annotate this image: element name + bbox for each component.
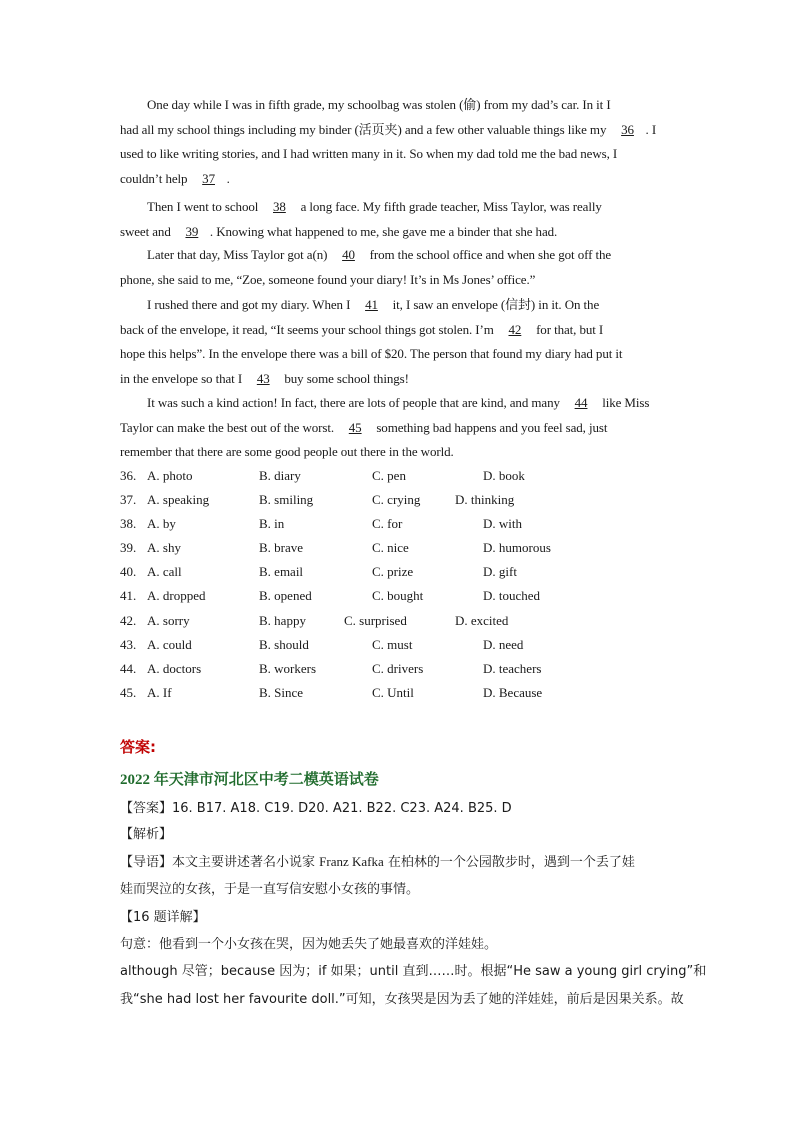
guide-text-line-1: 【导语】本文主要讲述著名小说家 Franz Kafka 在柏林的一个公园散步时，遇到一个丢了娃 [120,854,635,870]
option-row-38 [120,516,680,540]
question-number: 41. [120,588,137,604]
option-d: D. excited [455,612,509,628]
question-number: 40. [120,564,137,580]
option-b: B. smiling [259,492,314,508]
question-number: 38. [120,516,137,532]
passage-paragraph-5 [120,391,674,465]
option-a: A. photo [147,468,193,483]
option-row-36 [120,468,680,492]
passage-line: One day while I was in fifth grade, my schoolbag was stolen (偷) from my dad’s car. In it I [147,97,611,112]
answers-heading: 答案: [120,738,156,756]
passage-line: Taylor can make the best out of the worst. 45 something bad happens and you feel sad, just [120,416,674,441]
option-d: D. gift [483,564,517,580]
passage-line: Then I went to school 38 a long face. My fifth grade teacher, Miss Taylor, was really [120,195,674,220]
blank-37: 37 [202,170,215,186]
passage-line: remember that there are some good people out there in the world. [120,444,454,459]
option-c: C. pen [372,468,406,483]
option-row-45 [120,685,680,709]
passage-line: It was such a kind action! In fact, there are lots of people that are kind, and many 44 like Miss [120,391,674,416]
passage-line: in the envelope so that I 43 buy some school things! [120,367,674,392]
option-row-44 [120,661,680,685]
option-b: B. email [259,564,304,580]
option-c: C. nice [372,540,409,556]
option-b: B. happy [259,612,306,628]
passage-line: Later that day, Miss Taylor got a(n) 40 from the school office and when she got off the [120,243,674,268]
question-number: 43. [120,636,137,652]
passage-line: back of the envelope, it read, “It seems your school things got stolen. I’m 42 for that, but I [120,318,674,343]
option-row-41 [120,588,680,612]
option-b: B. in [259,516,285,532]
option-d: D. touched [483,588,541,604]
question-number: 39. [120,540,137,556]
option-d: D. thinking [455,492,515,508]
option-row-40 [120,564,680,588]
passage-line: hope this helps”. In the envelope there was a bill of $20. The person that found my diary had put it [120,346,623,361]
passage-paragraph-3 [120,243,674,292]
option-a: A. by [147,516,176,532]
option-b: B. brave [259,540,304,556]
option-b: B. Since [259,684,304,700]
blank-44: 44 [574,395,588,410]
option-c: C. bought [372,588,424,604]
option-c: C. surprised [344,612,407,628]
blank-38: 38 [273,199,286,214]
blank-39: 39 [185,223,199,239]
option-d: D. with [483,516,522,532]
passage-paragraph-2 [120,195,674,244]
option-c: C. prize [372,564,414,580]
option-a: A. shy [147,540,181,556]
question-number: 42. [120,612,137,628]
passage-line: I rushed there and got my diary. When I 41 it, I saw an envelope (信封) in it. On the [120,293,674,318]
exam-title: 2022 年天津市河北区中考二模英语试卷 [120,772,379,788]
passage-line: had all my school things including my binder (活页夹) and a few other valuable things like my 36 . I [120,118,674,143]
passage-line: phone, she said to me, “Zoe, someone found your diary! It’s in Ms Jones’ office.” [120,271,536,287]
q16-label: 【16 题详解】 [120,910,206,925]
passage-line: couldn’t help 37 . [120,167,674,192]
blank-45: 45 [348,419,362,435]
option-b: B. workers [259,660,317,676]
option-row-42 [120,613,680,637]
option-d: D. teachers [483,660,542,676]
option-c: C. must [372,636,413,652]
blank-42: 42 [508,321,522,337]
option-a: A. sorry [147,612,190,628]
option-a: A. speaking [147,492,210,508]
answer-line: 【答案】16. B17. A18. C19. D20. A21. B22. C23. A24. B25. D [120,801,512,816]
passage-paragraph-4 [120,293,674,391]
blank-41: 41 [365,297,378,312]
blank-40: 40 [342,247,355,262]
option-a: A. dropped [147,588,206,604]
q16-sentence: 句意：他看到一个小女孩在哭，因为她丢失了她最喜欢的洋娃娃。 [120,937,498,952]
option-b: B. diary [259,468,301,483]
option-d: D. need [483,636,524,652]
question-number: 36. [120,468,137,483]
passage-line: used to like writing stories, and I had written many in it. So when my dad told me the bad news, I [120,146,618,161]
passage-paragraph-1 [120,93,674,191]
blank-43: 43 [256,370,270,386]
option-b: B. opened [259,588,312,604]
question-number: 37. [120,492,137,508]
option-c: C. for [372,516,403,532]
q16-explanation-line-2: 我“she had lost her favourite doll.”可知，女孩哭是因为丢了她的洋娃娃，前后是因果关系。故 [120,992,684,1007]
guide-text-line-2: 娃而哭泣的女孩，于是一直写信安慰小女孩的事情。 [120,882,420,897]
option-c: C. drivers [372,660,424,676]
option-d: D. Because [483,684,543,700]
option-a: A. could [147,636,192,652]
blank-36: 36 [621,121,634,137]
question-number: 44. [120,660,137,676]
q16-explanation-line-1: although 尽管；because 因为；if 如果；until 直到……时。根据“He saw a young girl crying”和 [120,964,707,979]
option-d: D. book [483,468,525,483]
option-a: A. If [147,684,172,700]
analysis-label: 【解析】 [120,827,173,842]
option-a: A. call [147,564,182,580]
option-row-43 [120,637,680,661]
options-list [120,468,680,709]
question-number: 45. [120,684,137,700]
option-a: A. doctors [147,660,202,676]
option-d: D. humorous [483,540,551,556]
option-row-39 [120,540,680,564]
option-c: C. crying [372,492,421,508]
option-b: B. should [259,636,309,652]
option-row-37 [120,492,680,516]
option-c: C. Until [372,684,414,700]
passage-line: sweet and 39 . Knowing what happened to me, she gave me a binder that she had. [120,220,674,245]
